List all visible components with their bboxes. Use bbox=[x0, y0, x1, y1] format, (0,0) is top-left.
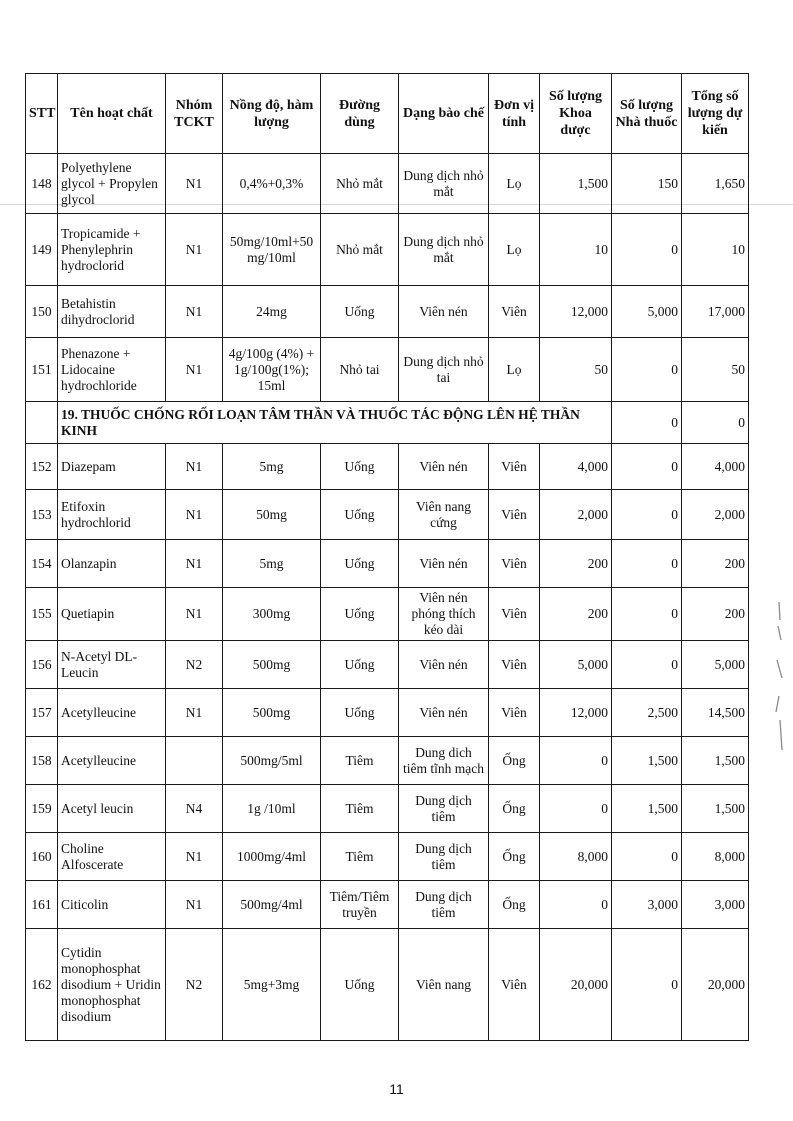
cell-route: Nhỏ mắt bbox=[321, 154, 399, 214]
section-qty-pharmacy: 0 bbox=[612, 402, 682, 444]
cell-unit: Viên bbox=[489, 588, 540, 641]
cell-strength: 4g/100g (4%) + 1g/100g(1%); 15ml bbox=[223, 338, 321, 402]
cell-qty-dept: 12,000 bbox=[540, 286, 612, 338]
cell-stt: 152 bbox=[26, 444, 58, 490]
cell-unit: Viên bbox=[489, 490, 540, 540]
cell-name: N-Acetyl DL-Leucin bbox=[58, 641, 166, 689]
cell-unit: Viên bbox=[489, 540, 540, 588]
cell-unit: Ống bbox=[489, 881, 540, 929]
header-qty-pharmacy: Số lượng Nhà thuốc bbox=[612, 74, 682, 154]
header-route: Đường dùng bbox=[321, 74, 399, 154]
cell-stt bbox=[26, 402, 58, 444]
cell-form: Viên nén bbox=[399, 444, 489, 490]
cell-group: N1 bbox=[166, 490, 223, 540]
cell-stt: 150 bbox=[26, 286, 58, 338]
cell-group: N1 bbox=[166, 540, 223, 588]
cell-form: Dung dịch tiêm bbox=[399, 785, 489, 833]
cell-name: Acetylleucine bbox=[58, 689, 166, 737]
table-row bbox=[26, 338, 749, 402]
table-row bbox=[26, 785, 749, 833]
cell-group: N1 bbox=[166, 881, 223, 929]
cell-unit: Viên bbox=[489, 444, 540, 490]
cell-stt: 153 bbox=[26, 490, 58, 540]
cell-qty-pharmacy: 150 bbox=[612, 154, 682, 214]
cell-route: Uống bbox=[321, 929, 399, 1041]
cell-strength: 500mg/5ml bbox=[223, 737, 321, 785]
table-row bbox=[26, 286, 749, 338]
cell-total: 10 bbox=[682, 214, 749, 286]
header-group: Nhóm TCKT bbox=[166, 74, 223, 154]
cell-stt: 161 bbox=[26, 881, 58, 929]
table-row bbox=[26, 214, 749, 286]
drug-list-table bbox=[25, 73, 749, 1041]
cell-name: Diazepam bbox=[58, 444, 166, 490]
cell-unit: Viên bbox=[489, 689, 540, 737]
cell-total: 8,000 bbox=[682, 833, 749, 881]
cell-stt: 156 bbox=[26, 641, 58, 689]
cell-strength: 300mg bbox=[223, 588, 321, 641]
cell-total: 1,500 bbox=[682, 737, 749, 785]
header-total: Tổng số lượng dự kiến bbox=[682, 74, 749, 154]
cell-total: 200 bbox=[682, 588, 749, 641]
cell-route: Uống bbox=[321, 689, 399, 737]
cell-strength: 5mg bbox=[223, 540, 321, 588]
cell-qty-pharmacy: 0 bbox=[612, 833, 682, 881]
cell-stt: 148 bbox=[26, 154, 58, 214]
table-body bbox=[26, 154, 749, 1041]
header-form: Dạng bào chế bbox=[399, 74, 489, 154]
cell-qty-dept: 200 bbox=[540, 588, 612, 641]
cell-name: Acetyl leucin bbox=[58, 785, 166, 833]
table-row bbox=[26, 588, 749, 641]
cell-qty-pharmacy: 0 bbox=[612, 540, 682, 588]
cell-name: Choline Alfoscerate bbox=[58, 833, 166, 881]
cell-qty-pharmacy: 0 bbox=[612, 641, 682, 689]
cell-route: Uống bbox=[321, 444, 399, 490]
cell-form: Dung dịch nhỏ mắt bbox=[399, 214, 489, 286]
cell-qty-dept: 4,000 bbox=[540, 444, 612, 490]
cell-group: N1 bbox=[166, 338, 223, 402]
cell-name: Olanzapin bbox=[58, 540, 166, 588]
cell-total: 14,500 bbox=[682, 689, 749, 737]
cell-qty-dept: 0 bbox=[540, 881, 612, 929]
cell-form: Viên nén bbox=[399, 540, 489, 588]
cell-strength: 0,4%+0,3% bbox=[223, 154, 321, 214]
cell-form: Viên nang bbox=[399, 929, 489, 1041]
cell-group: N1 bbox=[166, 588, 223, 641]
header-unit: Đơn vị tính bbox=[489, 74, 540, 154]
cell-strength: 50mg bbox=[223, 490, 321, 540]
cell-stt: 158 bbox=[26, 737, 58, 785]
cell-total: 1,500 bbox=[682, 785, 749, 833]
cell-qty-pharmacy: 0 bbox=[612, 929, 682, 1041]
cell-total: 17,000 bbox=[682, 286, 749, 338]
table-row bbox=[26, 833, 749, 881]
cell-strength: 50mg/10ml+50 mg/10ml bbox=[223, 214, 321, 286]
header-stt: STT bbox=[26, 74, 58, 154]
cell-qty-pharmacy: 1,500 bbox=[612, 785, 682, 833]
cell-route: Nhỏ mắt bbox=[321, 214, 399, 286]
cell-total: 20,000 bbox=[682, 929, 749, 1041]
cell-qty-pharmacy: 5,000 bbox=[612, 286, 682, 338]
cell-unit: Viên bbox=[489, 641, 540, 689]
page-number: 11 bbox=[389, 1081, 404, 1097]
cell-name: Phenazone + Lidocaine hydrochloride bbox=[58, 338, 166, 402]
cell-qty-pharmacy: 0 bbox=[612, 444, 682, 490]
cell-qty-pharmacy: 1,500 bbox=[612, 737, 682, 785]
cell-unit: Lọ bbox=[489, 214, 540, 286]
cell-group: N1 bbox=[166, 689, 223, 737]
cell-group: N1 bbox=[166, 444, 223, 490]
cell-form: Viên nén bbox=[399, 689, 489, 737]
cell-group: N1 bbox=[166, 833, 223, 881]
cell-strength: 5mg+3mg bbox=[223, 929, 321, 1041]
table-row bbox=[26, 444, 749, 490]
cell-unit: Lọ bbox=[489, 154, 540, 214]
cell-group: N1 bbox=[166, 214, 223, 286]
cell-route: Tiêm bbox=[321, 833, 399, 881]
cell-group: N1 bbox=[166, 154, 223, 214]
cell-stt: 154 bbox=[26, 540, 58, 588]
cell-name: Tropicamide + Phenylephrin hydroclorid bbox=[58, 214, 166, 286]
table-row bbox=[26, 641, 749, 689]
cell-qty-dept: 20,000 bbox=[540, 929, 612, 1041]
cell-group: N2 bbox=[166, 929, 223, 1041]
cell-strength: 500mg/4ml bbox=[223, 881, 321, 929]
cell-qty-pharmacy: 0 bbox=[612, 588, 682, 641]
cell-qty-dept: 50 bbox=[540, 338, 612, 402]
cell-total: 50 bbox=[682, 338, 749, 402]
cell-total: 4,000 bbox=[682, 444, 749, 490]
cell-form: Dung dịch nhỏ mắt bbox=[399, 154, 489, 214]
cell-route: Tiêm bbox=[321, 785, 399, 833]
cell-total: 3,000 bbox=[682, 881, 749, 929]
cell-stt: 157 bbox=[26, 689, 58, 737]
cell-unit: Lọ bbox=[489, 338, 540, 402]
cell-total: 2,000 bbox=[682, 490, 749, 540]
cell-form: Viên nén bbox=[399, 641, 489, 689]
cell-qty-pharmacy: 0 bbox=[612, 214, 682, 286]
table-row bbox=[26, 929, 749, 1041]
table-row bbox=[26, 689, 749, 737]
cell-qty-pharmacy: 3,000 bbox=[612, 881, 682, 929]
cell-strength: 500mg bbox=[223, 689, 321, 737]
cell-route: Uống bbox=[321, 540, 399, 588]
cell-route: Uống bbox=[321, 286, 399, 338]
table-row bbox=[26, 881, 749, 929]
table-header-row bbox=[26, 74, 749, 154]
cell-route: Uống bbox=[321, 641, 399, 689]
cell-group: N1 bbox=[166, 286, 223, 338]
cell-form: Dung dịch tiêm bbox=[399, 881, 489, 929]
cell-name: Citicolin bbox=[58, 881, 166, 929]
cell-stt: 149 bbox=[26, 214, 58, 286]
cell-unit: Ống bbox=[489, 833, 540, 881]
cell-unit: Viên bbox=[489, 286, 540, 338]
cell-qty-dept: 0 bbox=[540, 737, 612, 785]
cell-unit: Ống bbox=[489, 785, 540, 833]
cell-name: Cytidin monophosphat disodium + Uridin monophosphat disodium bbox=[58, 929, 166, 1041]
cell-group: N2 bbox=[166, 641, 223, 689]
cell-strength: 500mg bbox=[223, 641, 321, 689]
cell-qty-pharmacy: 0 bbox=[612, 490, 682, 540]
table-row bbox=[26, 154, 749, 214]
cell-qty-pharmacy: 0 bbox=[612, 338, 682, 402]
cell-qty-dept: 8,000 bbox=[540, 833, 612, 881]
cell-strength: 1000mg/4ml bbox=[223, 833, 321, 881]
section-header-row bbox=[26, 402, 749, 444]
cell-group bbox=[166, 737, 223, 785]
cell-stt: 160 bbox=[26, 833, 58, 881]
cell-form: Dung dịch nhỏ tai bbox=[399, 338, 489, 402]
cell-strength: 5mg bbox=[223, 444, 321, 490]
cell-form: Dung dich tiêm tĩnh mạch bbox=[399, 737, 489, 785]
cell-route: Nhỏ tai bbox=[321, 338, 399, 402]
cell-stt: 162 bbox=[26, 929, 58, 1041]
handwritten-margin-mark bbox=[770, 600, 788, 770]
cell-unit: Viên bbox=[489, 929, 540, 1041]
cell-qty-dept: 200 bbox=[540, 540, 612, 588]
cell-form: Viên nang cứng bbox=[399, 490, 489, 540]
cell-group: N4 bbox=[166, 785, 223, 833]
cell-route: Tiêm bbox=[321, 737, 399, 785]
cell-qty-dept: 1,500 bbox=[540, 154, 612, 214]
table-row bbox=[26, 490, 749, 540]
cell-total: 200 bbox=[682, 540, 749, 588]
section-total: 0 bbox=[682, 402, 749, 444]
header-qty-dept: Số lượng Khoa dược bbox=[540, 74, 612, 154]
cell-strength: 24mg bbox=[223, 286, 321, 338]
cell-strength: 1g /10ml bbox=[223, 785, 321, 833]
cell-qty-dept: 12,000 bbox=[540, 689, 612, 737]
header-strength: Nồng độ, hàm lượng bbox=[223, 74, 321, 154]
cell-name: Polyethylene glycol + Propylen glycol bbox=[58, 154, 166, 214]
cell-qty-dept: 10 bbox=[540, 214, 612, 286]
cell-name: Quetiapin bbox=[58, 588, 166, 641]
cell-stt: 151 bbox=[26, 338, 58, 402]
cell-form: Viên nén bbox=[399, 286, 489, 338]
header-name: Tên hoạt chất bbox=[58, 74, 166, 154]
cell-form: Viên nén phóng thích kéo dài bbox=[399, 588, 489, 641]
cell-qty-dept: 0 bbox=[540, 785, 612, 833]
cell-name: Etifoxin hydrochlorid bbox=[58, 490, 166, 540]
cell-stt: 155 bbox=[26, 588, 58, 641]
section-title: 19. THUỐC CHỐNG RỐI LOẠN TÂM THẦN VÀ THUỐC TÁC ĐỘNG LÊN HỆ THẦN KINH bbox=[58, 402, 612, 444]
table-row bbox=[26, 737, 749, 785]
cell-unit: Ống bbox=[489, 737, 540, 785]
cell-form: Dung dịch tiêm bbox=[399, 833, 489, 881]
table-row bbox=[26, 540, 749, 588]
cell-route: Tiêm/Tiêm truyền bbox=[321, 881, 399, 929]
cell-name: Betahistin dihydroclorid bbox=[58, 286, 166, 338]
cell-qty-pharmacy: 2,500 bbox=[612, 689, 682, 737]
cell-qty-dept: 5,000 bbox=[540, 641, 612, 689]
cell-route: Uống bbox=[321, 490, 399, 540]
cell-stt: 159 bbox=[26, 785, 58, 833]
cell-qty-dept: 2,000 bbox=[540, 490, 612, 540]
cell-route: Uống bbox=[321, 588, 399, 641]
cell-name: Acetylleucine bbox=[58, 737, 166, 785]
cell-total: 5,000 bbox=[682, 641, 749, 689]
cell-total: 1,650 bbox=[682, 154, 749, 214]
